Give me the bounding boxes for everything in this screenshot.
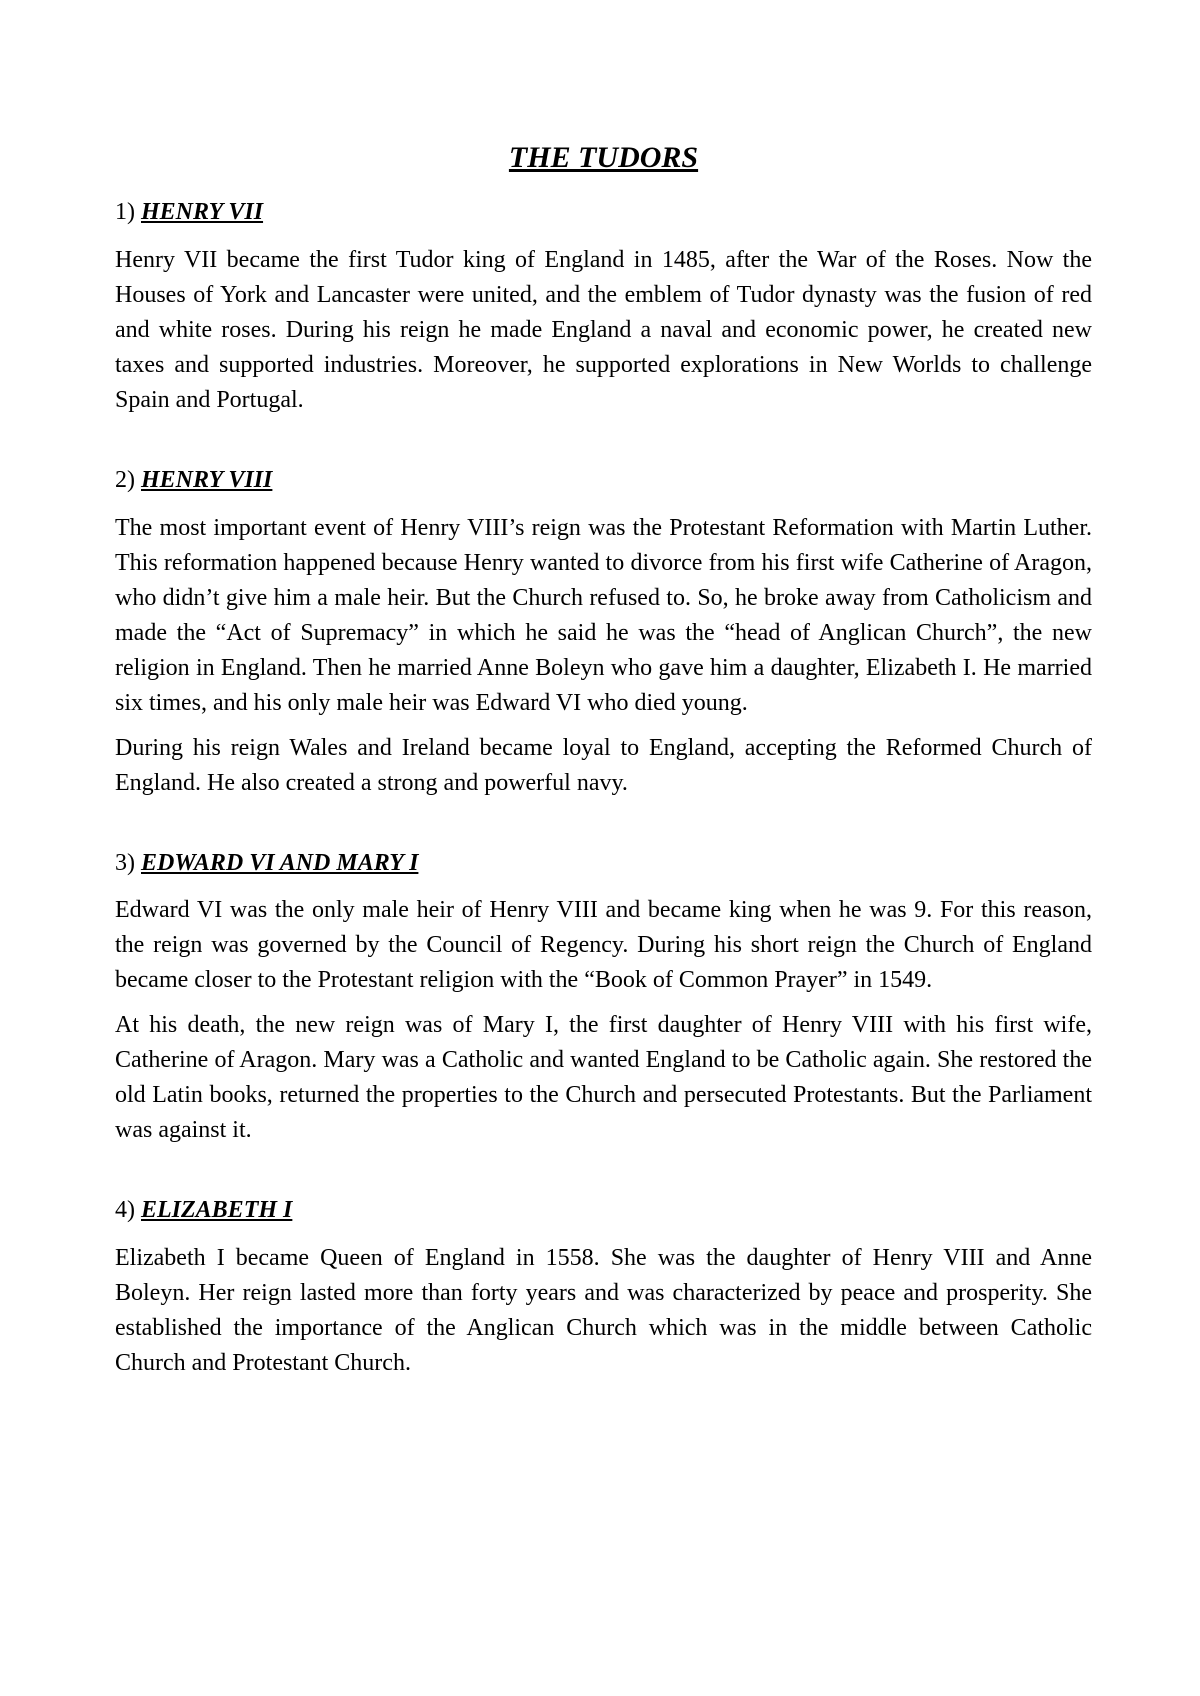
section-title: ELIZABETH I: [141, 1197, 293, 1224]
section-heading: [115, 849, 1092, 878]
section-number: 2): [115, 466, 135, 493]
paragraph: Edward VI was the only male heir of Henry VIII and became king when he was 9. For this reason, the reign was governed by the Council of Regency. During his short reign the Church of England became closer to the Protestant religion with the “Book of Common Prayer” in 1549.: [115, 897, 1092, 994]
section-heading: [115, 466, 1092, 495]
paragraph: The most important event of Henry VIII’s reign was the Protestant Reformation with Martin Luther. This reformation happened because Henry wanted to divorce from his first wife Catherine of Aragon, who didn’t give him a male heir. But the Church refused to. So, he broke away from Catholicism and made the “Act of Supremacy” in which he said he was the “head of Anglican Church”, the new religion in England. Then he married Anne Boleyn who gave him a daughter, Elizabeth I. He married six times, and his only male heir was Edward VI who died young.: [115, 514, 1092, 716]
section-henry-vii: [115, 198, 1092, 418]
paragraph: Elizabeth I became Queen of England in 1558. She was the daughter of Henry VIII and Anne Boleyn. Her reign lasted more than forty years and was characterized by peace and prosperity. She established the importance of the Anglican Church which was in the middle between Catholic Church and Protestant Church.: [115, 1245, 1092, 1377]
section-number: 1): [115, 199, 135, 225]
document-page: [115, 140, 1092, 1391]
section-title: HENRY VII: [141, 199, 264, 225]
section-number: 3): [115, 849, 135, 876]
paragraph: During his reign Wales and Ireland became loyal to England, accepting the Reformed Church of England. He also created a strong and powerful navy.: [115, 734, 1092, 796]
section-heading: [115, 198, 1092, 227]
section-title: HENRY VIII: [141, 466, 273, 493]
document-title: THE TUDORS: [508, 141, 699, 174]
section-heading: [115, 1196, 1092, 1225]
paragraph: Henry VII became the first Tudor king of England in 1485, after the War of the Roses. Now the Houses of York and Lancaster were united, and the emblem of Tudor dynasty was the fusion of red and white roses. During his reign he made England a naval and economic power, he created new taxes and supported industries. Moreover, he supported explorations in New Worlds to challenge Spain and Portugal.: [115, 246, 1092, 413]
paragraph: At his death, the new reign was of Mary I, the first daughter of Henry VIII with his first wife, Catherine of Aragon. Mary was a Catholic and wanted England to be Catholic again. She restored the old Latin books, returned the properties to the Church and persecuted Protestants. But the Parliament was against it.: [115, 1012, 1092, 1144]
section-henry-viii: [115, 466, 1092, 801]
section-edward-vi-and-mary-i: [115, 849, 1092, 1149]
section-title: EDWARD VI AND MARY I: [141, 849, 419, 876]
section-elizabeth-i: [115, 1196, 1092, 1381]
section-number: 4): [115, 1197, 135, 1224]
